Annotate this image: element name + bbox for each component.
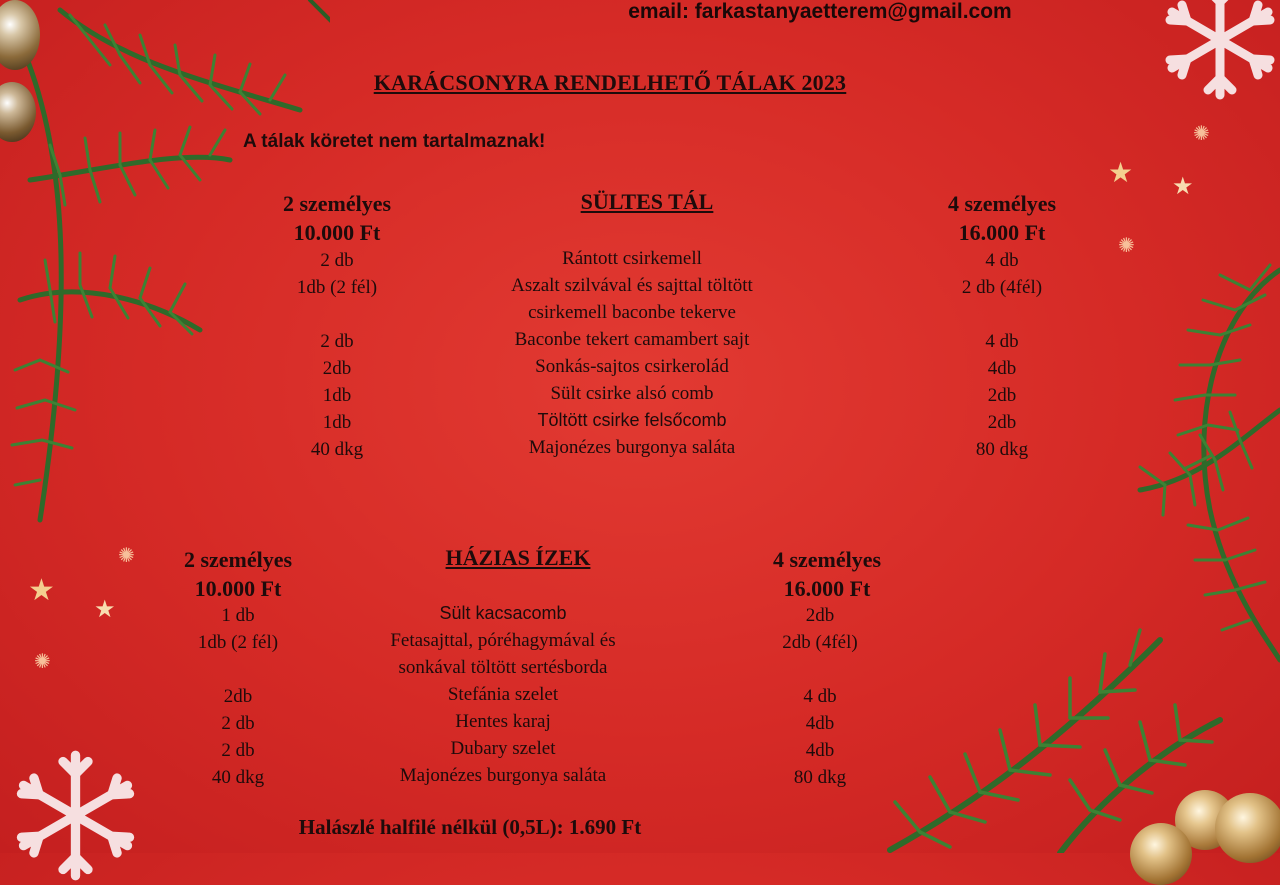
- dish-name: Baconbe tekert camambert sajt: [514, 329, 750, 350]
- sparkle-decoration: ✺: [118, 545, 135, 567]
- star-decoration: ★: [1172, 174, 1194, 200]
- quantity: 1db (2 fél): [197, 632, 279, 653]
- quantity: 80 dkg: [793, 767, 847, 788]
- price: 10.000 Ft: [293, 220, 381, 245]
- quantity: 40 dkg: [211, 767, 265, 788]
- dish-name: Dubary szelet: [450, 738, 556, 759]
- quantity: 1db: [322, 385, 352, 406]
- dish-name: Stefánia szelet: [447, 684, 559, 705]
- quantity: 4db: [805, 713, 835, 734]
- quantity: [720, 656, 920, 683]
- quantity: 2db (4fél): [782, 632, 858, 653]
- quantity: [237, 301, 437, 328]
- star-decoration: ★: [1108, 158, 1134, 189]
- star-decoration: ★: [94, 597, 116, 623]
- dish-name: Majonézes burgonya saláta: [528, 437, 736, 458]
- quantity: 4db: [987, 358, 1017, 379]
- sultes-section-title: SÜLTES TÁL: [580, 189, 714, 214]
- dish-name: Rántott csirkemell: [562, 248, 702, 269]
- dish-name: Töltött csirke felsőcomb: [537, 410, 727, 430]
- hazias-small-column: [138, 545, 338, 603]
- quantity: 2 db (4fél): [961, 277, 1043, 298]
- dish-name: Sült kacsacomb: [439, 603, 567, 623]
- quantity: 2db: [322, 358, 352, 379]
- page-title: KARÁCSONYRA RENDELHETŐ TÁLAK 2023: [373, 70, 847, 95]
- hazias-large-quantities: [720, 602, 920, 791]
- star-decoration: ★: [28, 574, 55, 607]
- price: 10.000 Ft: [194, 576, 282, 601]
- quantity: 2db: [987, 412, 1017, 433]
- dish-name: sonkával töltött sertésborda: [398, 657, 608, 678]
- dish-name: csirkemell baconbe tekerve: [528, 302, 736, 323]
- serving-size-label: 4 személyes: [947, 191, 1057, 216]
- hazias-section-title: HÁZIAS ÍZEK: [445, 545, 591, 570]
- sultes-small-column: [237, 189, 437, 247]
- quantity: 4 db: [985, 250, 1019, 271]
- quantity: 2 db: [320, 331, 354, 352]
- contact-email: email: farkastanyaetterem@gmail.com: [628, 0, 1012, 23]
- quantity: 4db: [805, 740, 835, 761]
- dish-name: Aszalt szilvával és sajttal töltött: [511, 275, 753, 296]
- price: 16.000 Ft: [783, 576, 871, 601]
- soup-price-line: Halászlé halfilé nélkül (0,5L): 1.690 Ft: [298, 815, 642, 839]
- sultes-large-quantities: [902, 247, 1102, 463]
- side-dish-note: A tálak köretet nem tartalmaznak!: [243, 131, 546, 152]
- sultes-small-quantities: [237, 247, 437, 463]
- quantity: 4 db: [803, 686, 837, 707]
- dish-name: Fetasajttal, póréhagymával és: [390, 630, 616, 651]
- sparkle-decoration: ✺: [1193, 123, 1210, 145]
- quantity: 1 db: [221, 605, 255, 626]
- quantity: 2 db: [221, 740, 255, 761]
- hazias-large-column: [727, 545, 927, 603]
- sparkle-decoration: ✺: [34, 651, 51, 673]
- quantity: 2db: [223, 686, 253, 707]
- serving-size-label: 2 személyes: [282, 191, 392, 216]
- quantity: [902, 301, 1102, 328]
- price: 16.000 Ft: [958, 220, 1046, 245]
- quantity: 1db: [322, 412, 352, 433]
- dish-name: Majonézes burgonya saláta: [399, 765, 607, 786]
- hazias-dish-names: [303, 600, 703, 789]
- serving-size-label: 4 személyes: [772, 547, 882, 572]
- quantity: 80 dkg: [975, 439, 1029, 460]
- quantity: 40 dkg: [310, 439, 364, 460]
- quantity: 2 db: [320, 250, 354, 271]
- serving-size-label: 2 személyes: [183, 547, 293, 572]
- sparkle-decoration: ✺: [1118, 235, 1135, 257]
- quantity: 1db (2 fél): [296, 277, 378, 298]
- dish-name: Hentes karaj: [455, 711, 551, 732]
- sultes-dish-names: [432, 245, 832, 461]
- snowflake-bottom-left-decoration: [8, 748, 143, 883]
- dish-name: Sonkás-sajtos csirkerolád: [535, 356, 729, 377]
- quantity: 2db: [805, 605, 835, 626]
- quantity: 4 db: [985, 331, 1019, 352]
- ornament-bauble-decoration: [1130, 823, 1192, 885]
- quantity: 2db: [987, 385, 1017, 406]
- dish-name: Sült csirke alsó comb: [550, 383, 714, 404]
- quantity: 2 db: [221, 713, 255, 734]
- sultes-large-column: [902, 189, 1102, 247]
